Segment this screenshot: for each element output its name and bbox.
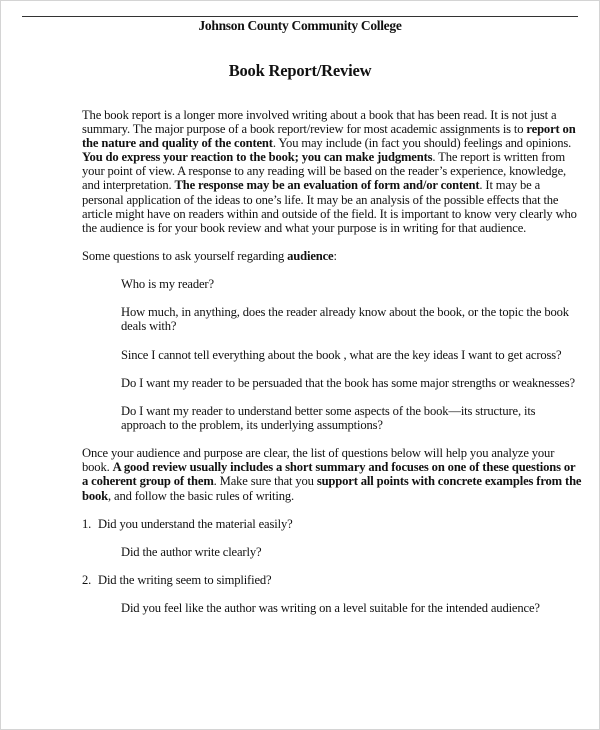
intro-emphasis: report on the nature and quality of the content	[82, 122, 576, 151]
intro-text: . The report is written from your point of view. A response to any reading will be based on the reader’s experience, knowledge, and interpretation.	[82, 150, 567, 193]
intro-text: . It may be a personal application of the ideas to one’s life. It may be an analysis of the possible effects that the article might have on readers within and outside of the field. It is important to know very clearly who the audience is for your book review and what your purpose is in writing for that audience.	[82, 178, 577, 235]
analysis-text: Once your audience and purpose are clear, the list of questions below will help you analyze your book.	[82, 446, 555, 475]
analysis-text: , and follow the basic rules of writing.	[108, 488, 295, 503]
follow-up-question: Did the author write clearly?	[121, 544, 262, 559]
audience-keyword: audience	[287, 248, 334, 263]
question-number: 1.	[82, 516, 92, 531]
intro-text: The book report is a longer more involved writing about a book that has been read. It is not just a summary. The major purpose of a book report/review for most academic assignments is to	[82, 108, 557, 137]
audience-question: Do I want my reader to understand better some aspects of the book—its structure, its approach to the problem, its underlying assumptions?	[121, 403, 536, 433]
document-body	[82, 108, 582, 629]
question-text: Did you understand the material easily?	[98, 516, 293, 531]
numbered-question	[82, 573, 582, 587]
page-title: Book Report/Review	[228, 61, 372, 80]
audience-prompt	[82, 249, 582, 263]
question-text: Did the writing seem to simplified?	[98, 573, 272, 588]
audience-question: Do I want my reader to be persuaded that the book has some major strengths or weaknesses?	[121, 375, 575, 390]
audience-question: Since I cannot tell everything about the book , what are the key ideas I want to get across?	[121, 347, 562, 362]
audience-question: How much, in anything, does the reader already know about the book, or the topic the book deals with?	[121, 305, 569, 334]
numbered-question	[82, 517, 582, 531]
analysis-emphasis: A good review usually includes a short summary and focuses on one of these questions or a coherent group of them	[82, 460, 576, 489]
question-number: 2.	[82, 573, 92, 588]
analysis-paragraph	[82, 446, 582, 502]
intro-emphasis: You do express your reaction to the book; you can make judgments	[82, 150, 433, 165]
institution-name: Johnson County Community College	[198, 18, 402, 33]
intro-emphasis: The response may be an evaluation of form and/or content	[174, 178, 480, 193]
intro-paragraph	[82, 108, 582, 235]
audience-question: Who is my reader?	[121, 277, 214, 292]
audience-prompt-text: Some questions to ask yourself regarding	[82, 248, 288, 263]
analysis-emphasis: support all points with concrete examples from the book	[82, 474, 582, 503]
intro-text: . You may include (in fact you should) feelings and opinions.	[272, 136, 572, 151]
analysis-text: . Make sure that you	[213, 474, 317, 489]
follow-up-question: Did you feel like the author was writing on a level suitable for the intended audience?	[121, 601, 540, 616]
audience-prompt-suffix: :	[333, 248, 337, 263]
header-rule	[22, 16, 578, 17]
